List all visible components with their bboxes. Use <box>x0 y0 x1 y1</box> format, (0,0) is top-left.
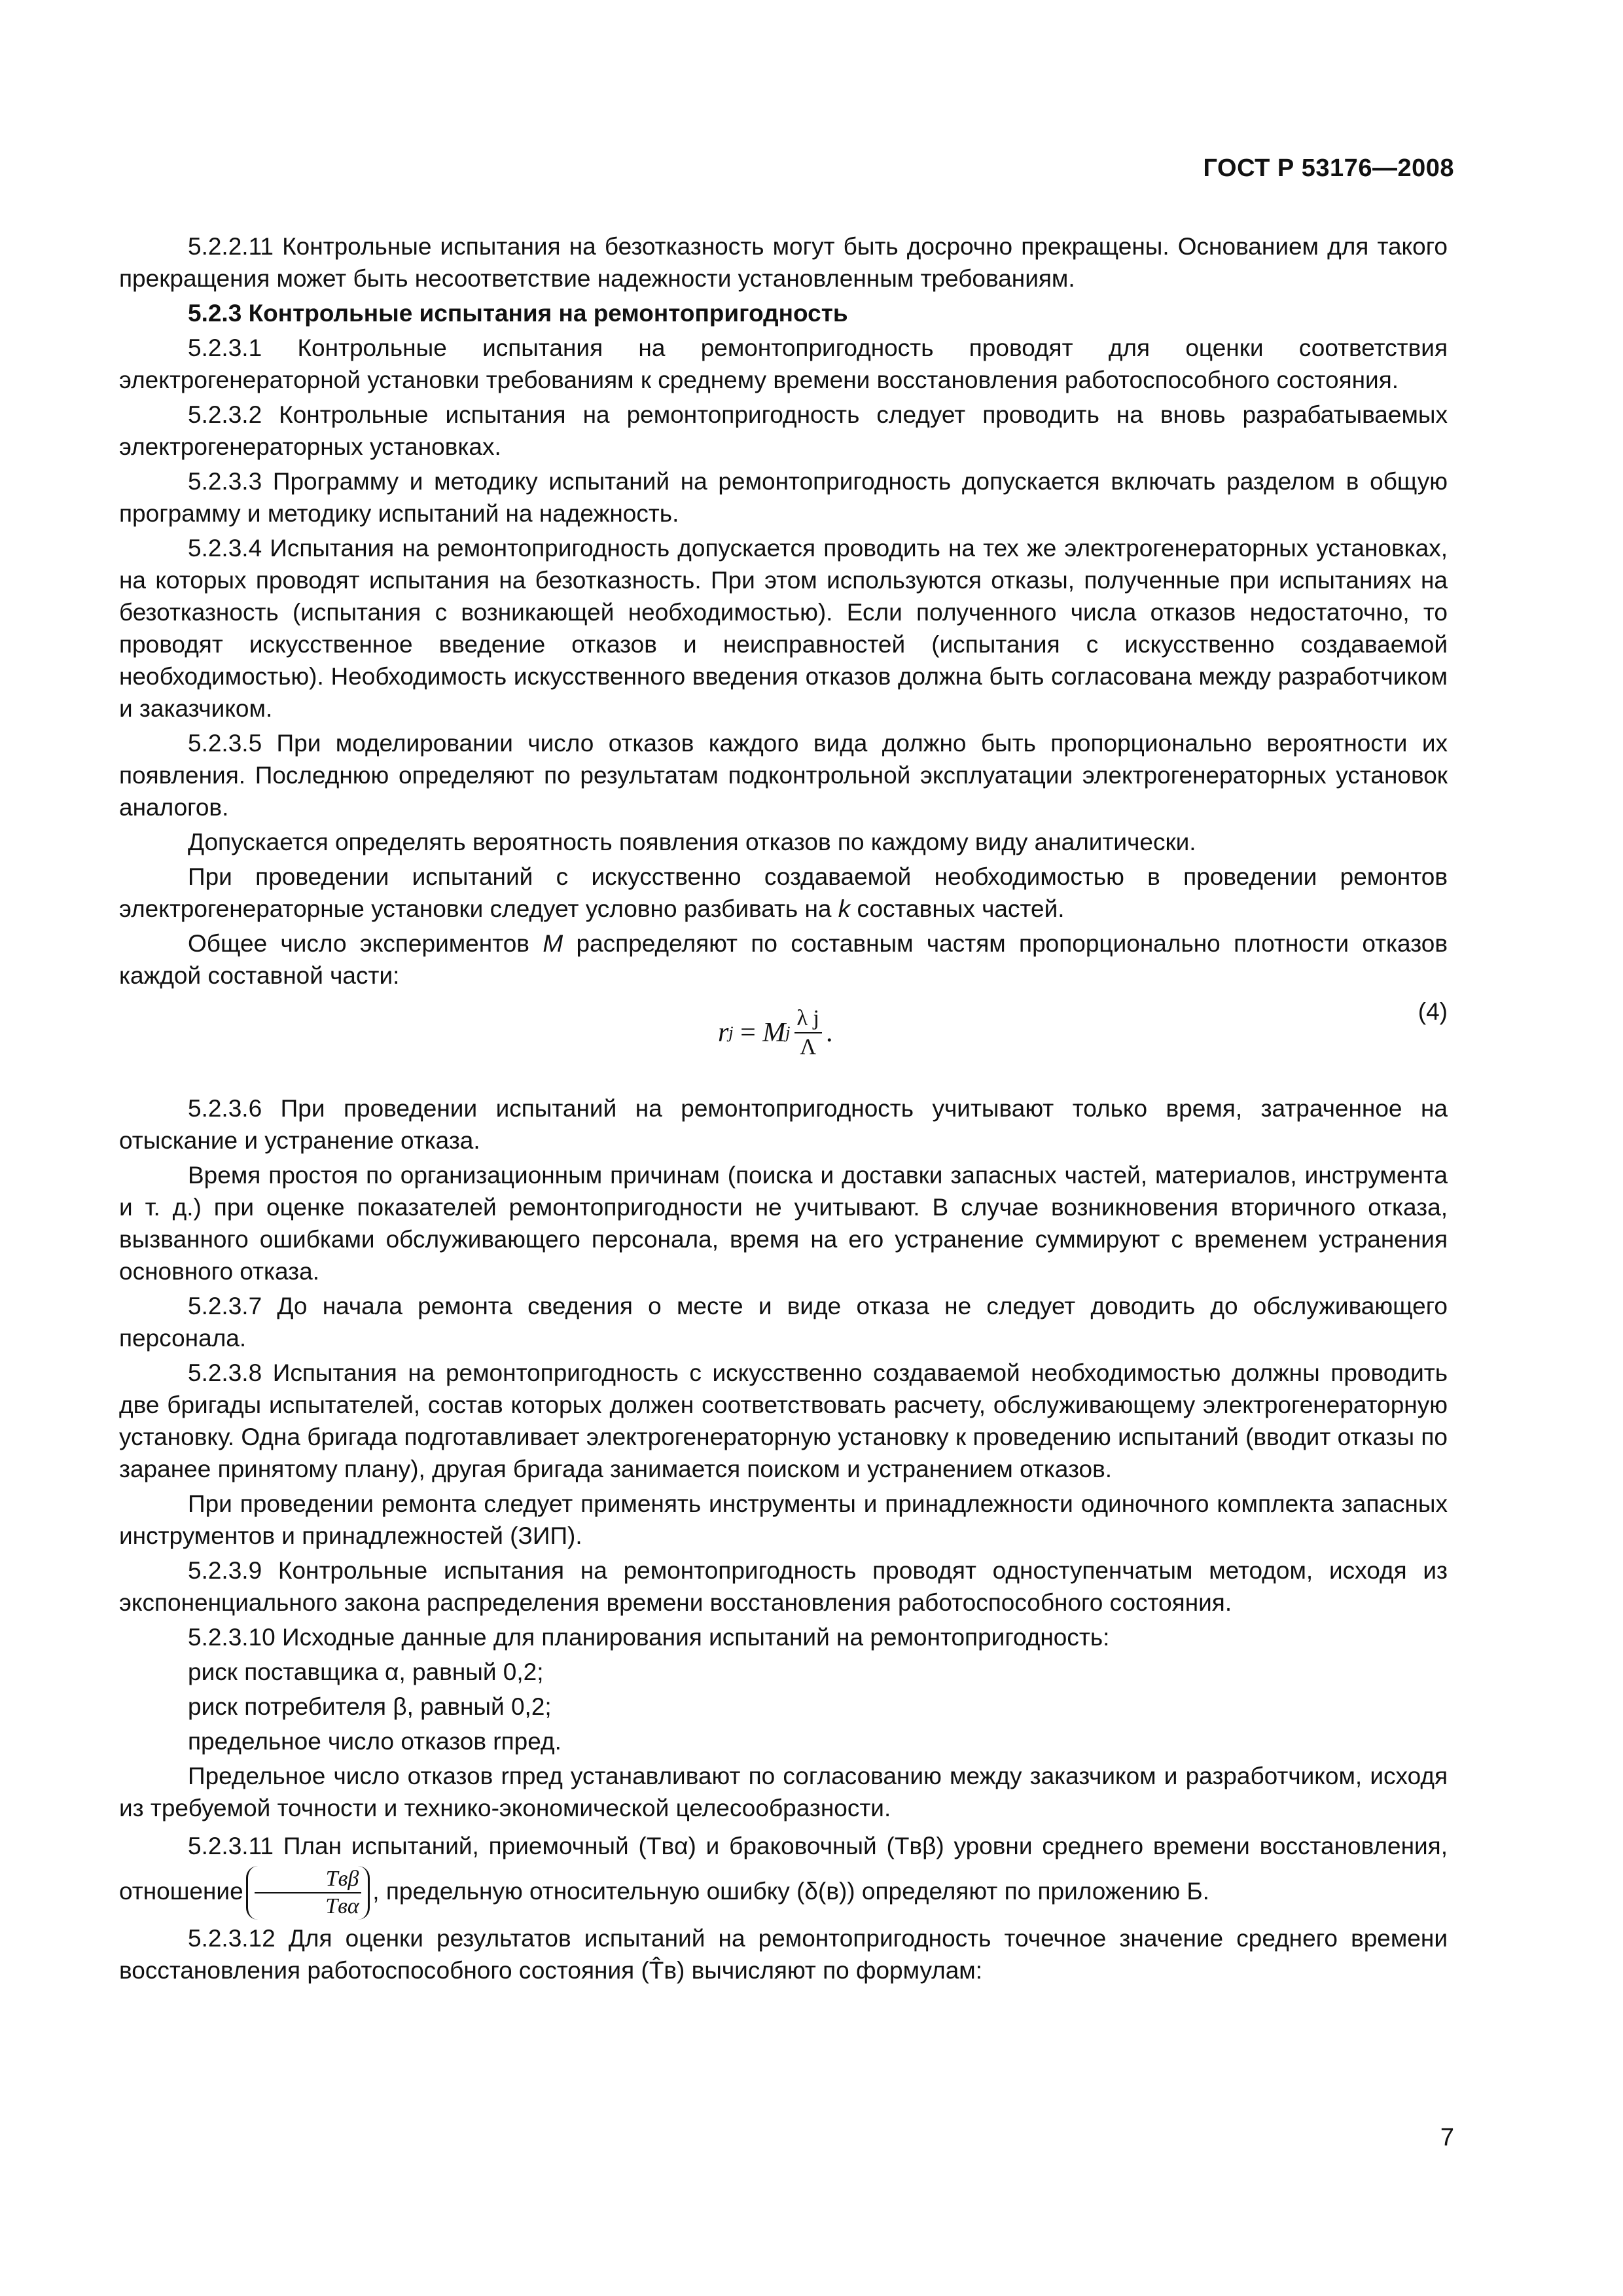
formula-tail: . <box>825 1018 833 1048</box>
formula-lhs-sub: j <box>728 1023 734 1042</box>
paragraph-experiments <box>119 927 1448 992</box>
list-item-failure-limit: предельное число отказов rпред. <box>188 1728 562 1755</box>
paragraph-5-2-2-11: 5.2.2.11 Контрольные испытания на безотказность могут быть досрочно прекращены. Основанием для такого прекращения может быть несоответствие надежности установленным требованиям. <box>119 233 1448 292</box>
fraction-denominator: Λ <box>800 1035 817 1059</box>
paragraph-5-2-3-2: 5.2.3.2 Контрольные испытания на ремонтопригодность следует проводить на вновь разрабатываемых электрогенераторных установках. <box>119 401 1448 460</box>
formula-4 <box>718 1005 832 1061</box>
paragraph-components <box>119 861 1448 925</box>
formula-lhs: r <box>718 1018 729 1048</box>
paragraph-5-2-3-6: 5.2.3.6 При проведении испытаний на ремонтопригодность учитывают только время, затраченное на отыскание и устранение отказа. <box>119 1095 1448 1154</box>
list-item-supplier-risk: риск поставщика α, равный 0,2; <box>188 1659 544 1685</box>
paragraph-5-2-3-11 <box>119 1827 1448 1920</box>
paragraph-5-2-3-10: 5.2.3.10 Исходные данные для планирования испытаний на ремонтопригодность: <box>188 1624 1110 1651</box>
text-run: распределяют по составным частям пропорционально плотности отказов каждой составной части: <box>119 930 1448 989</box>
ratio-denominator: Tвα <box>325 1894 359 1918</box>
text-run: При проведении испытаний с искусственно создаваемой необходимостью в проведении ремонтов электрогенераторные установки следует условно разбивать на <box>119 863 1448 922</box>
formula-fraction <box>794 1005 822 1061</box>
paragraph-5-2-3-5: 5.2.3.5 При моделировании число отказов каждого вида должно быть пропорционально вероятности их появления. Последнюю определяют по результатам подконтрольной эксплуатации электрогенераторных установок аналогов. <box>119 730 1448 821</box>
document-body <box>119 230 1448 1989</box>
formula-m-sub: j <box>785 1023 791 1042</box>
formula-4-row <box>119 998 1448 1070</box>
list-item-consumer-risk: риск потребителя β, равный 0,2; <box>188 1693 552 1720</box>
paragraph-analytical: Допускается определять вероятность появления отказов по каждому виду аналитически. <box>188 829 1196 855</box>
paragraph-5-2-3-12: 5.2.3.12 Для оценки результатов испытаний на ремонтопригодность точечное значение среднего времени восстановления работоспособного состояния (T̂в) вычисляют по формулам: <box>119 1925 1448 1984</box>
paragraph-failure-limit: Предельное число отказов rпред устанавливают по согласованию между заказчиком и разработчиком, исходя из требуемой точности и технико-экономической целесообразности. <box>119 1763 1448 1821</box>
paragraph-tools: При проведении ремонта следует применять инструменты и принадлежности одиночного комплекта запасных инструментов и принадлежностей (ЗИП). <box>119 1490 1448 1549</box>
variable-k: k <box>838 895 851 922</box>
paragraph-5-2-3-7: 5.2.3.7 До начала ремонта сведения о месте и виде отказа не следует доводить до обслуживающего персонала. <box>119 1293 1448 1352</box>
ratio-numerator: Tвβ <box>255 1866 362 1893</box>
paragraph-5-2-3-4: 5.2.3.4 Испытания на ремонтопригодность допускается проводить на тех же электрогенераторных установках, на которых проводят испытания на безотказность. При этом используются отказы, полученные при испытаниях на безотказность (испытания с возникающей необходимостью). Если полученного числа отказов недостаточно, то проводят искусственное введение отказов и неисправностей (испытания с искусственно создаваемой необходимостью). Необходимость искусственного введения отказов должна быть согласована между разработчиком и заказчиком. <box>119 535 1448 722</box>
section-heading-5-2-3: 5.2.3 Контрольные испытания на ремонтопригодность <box>188 300 848 327</box>
text-run: Общее число экспериментов <box>188 930 543 957</box>
paragraph-5-2-3-1: 5.2.3.1 Контрольные испытания на ремонтопригодность проводят для оценки соответствия электрогенераторной установки требованиям к среднему времени восстановления работоспособного состояния. <box>119 334 1448 393</box>
variable-m: M <box>543 930 563 957</box>
text-run: , предельную относительную ошибку (δ(в)) определяют по приложению Б. <box>372 1877 1209 1905</box>
paragraph-5-2-3-3: 5.2.3.3 Программу и методику испытаний на ремонтопригодность допускается включать разделом в общую программу и методику испытаний на надежность. <box>119 468 1448 527</box>
ratio-fraction <box>246 1866 370 1920</box>
fraction-numerator: λ j <box>794 1005 822 1033</box>
page-number: 7 <box>1440 2124 1454 2151</box>
formula-number: (4) <box>1418 998 1448 1025</box>
paragraph-5-2-3-9: 5.2.3.9 Контрольные испытания на ремонтопригодность проводят одноступенчатым методом, исходя из экспоненциального закона распределения времени восстановления работоспособного состояния. <box>119 1557 1448 1616</box>
formula-m: M <box>762 1018 786 1048</box>
paragraph-downtime: Время простоя по организационным причинам (поиска и доставки запасных частей, материалов, инструмента и т. д.) при оценке показателей ремонтопригодности не учитывают. В случае возникновения вторичного отказа, вызванного ошибками обслуживающего персонала, время на его устранение суммируют с временем устранения основного отказа. <box>119 1162 1448 1285</box>
document-header: ГОСТ Р 53176—2008 <box>1203 154 1454 182</box>
text-run: 5.2.3.11 План испытаний, приемочный (Tвα) и браковочный (Tвβ) уровни среднего времени восстановления, отношение <box>119 1833 1448 1905</box>
formula-equals: = <box>733 1018 763 1048</box>
paragraph-5-2-3-8: 5.2.3.8 Испытания на ремонтопригодность с искусственно создаваемой необходимостью должны проводить две бригады испытателей, состав которых должен соответствовать расчету, обслуживающему электрогенераторную установку. Одна бригада подготавливает электрогенераторную установку к проведению испытаний (вводит отказы по заранее принятому плану), другая бригада занимается поиском и устранением отказов. <box>119 1359 1448 1482</box>
text-run: составных частей. <box>850 895 1065 922</box>
